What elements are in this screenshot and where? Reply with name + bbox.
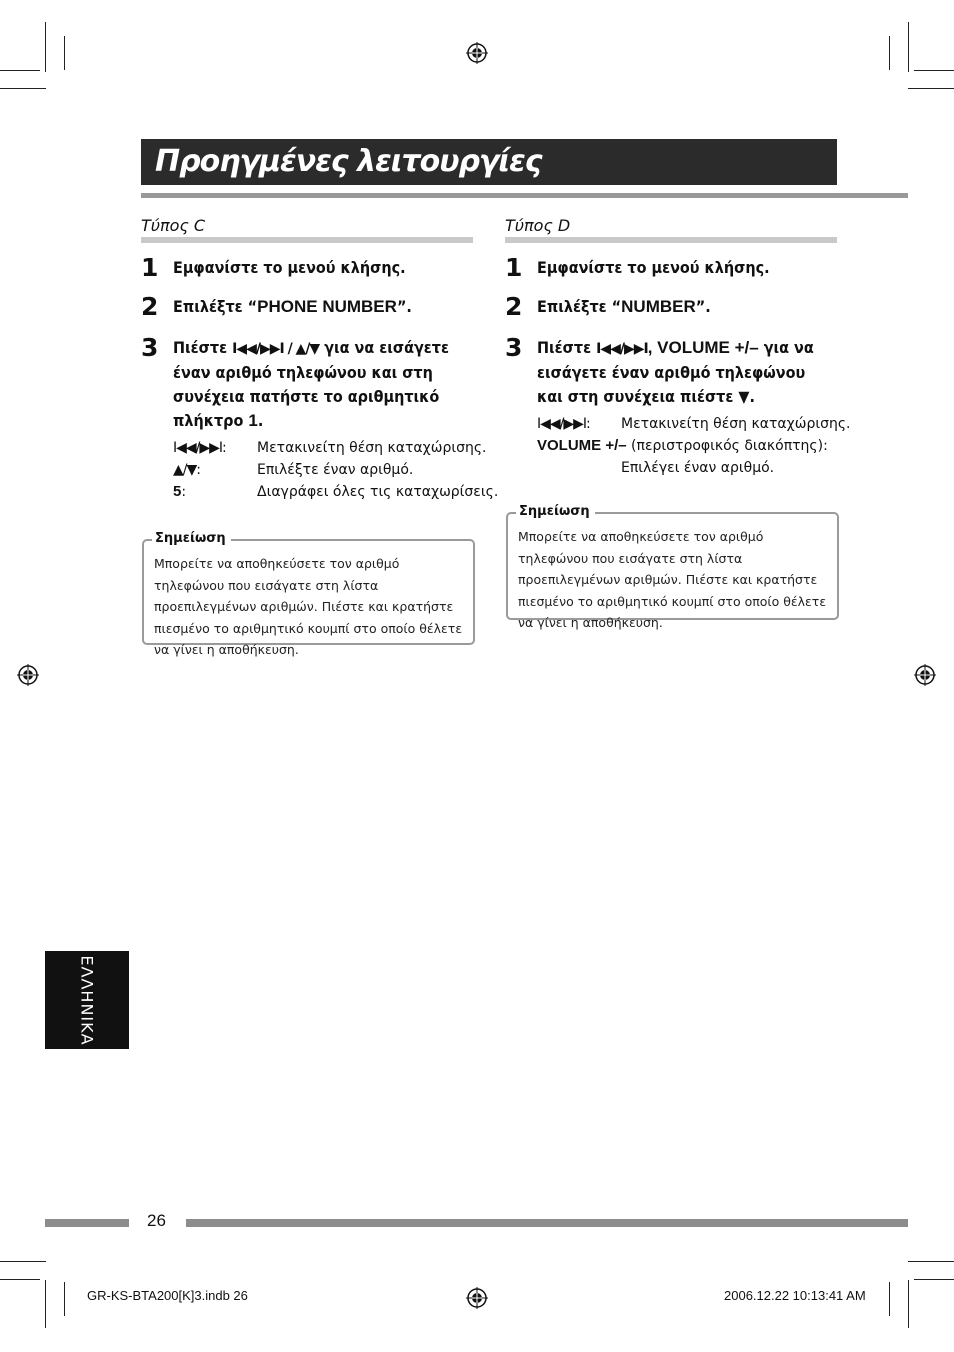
- menu-key-label: PHONE NUMBER: [257, 297, 397, 316]
- step-text: Εμφανίστε το μενού κλήσης.: [173, 258, 406, 277]
- title-rule: [141, 193, 908, 198]
- type-d-step-3: [505, 333, 827, 409]
- step-suffix: ▼.: [738, 387, 755, 406]
- step-prefix: Πιέστε: [173, 338, 233, 357]
- type-c-header: [141, 216, 473, 243]
- step-number: 1: [505, 253, 523, 282]
- step-number: 3: [141, 333, 159, 362]
- volume-key-label: , VOLUME +/–: [647, 338, 759, 357]
- up-down-buttons-icon: ▲/▼:: [173, 462, 200, 478]
- language-tab-label: ΕΛΛΗΝΙΚΑ: [77, 954, 97, 1046]
- sub-item-desc: Επιλέξτε έναν αριθμό.: [257, 462, 414, 478]
- type-d-sub-item-2-cont: [621, 457, 774, 479]
- note-title: Σημείωση: [516, 503, 595, 521]
- step-text: [173, 295, 463, 319]
- menu-key-label: NUMBER: [621, 297, 696, 316]
- type-d-sub-item-2: [537, 435, 828, 457]
- type-c-sub-item-3: [173, 481, 498, 503]
- step-text: Εμφανίστε το μενού κλήσης.: [537, 258, 770, 277]
- registration-mark-bottom-icon: [466, 1287, 488, 1309]
- registration-mark-top-icon: [466, 42, 488, 64]
- language-tab: [45, 951, 129, 1049]
- step-prefix: Πιέστε: [537, 338, 597, 357]
- footer-bar-left: [45, 1219, 129, 1227]
- step-mid: για να εισάγετε έναν αριθμό τηλεφώνου και στη συνέχεια πατήστε το αριθμητικό πλήκτρο: [173, 338, 449, 430]
- type-d-sub-item-1: [537, 413, 850, 435]
- type-c-sub-item-1: [173, 437, 486, 459]
- step-text: [173, 336, 463, 433]
- step-prefix: Επιλέξτε “: [173, 297, 258, 316]
- skip-buttons-icon: I◀◀/▶▶I:: [173, 440, 226, 456]
- step-text: [537, 295, 827, 319]
- type-d-step-2: [505, 292, 827, 321]
- type-d-note: [506, 504, 839, 630]
- key-colon: :: [181, 484, 187, 500]
- sub-item-desc: Διαγράφει όλες τις καταχωρίσεις.: [257, 484, 499, 500]
- step-suffix: .: [257, 411, 264, 430]
- number-key-label: 1: [248, 411, 258, 430]
- registration-mark-left-icon: [17, 664, 39, 686]
- step-suffix: ”.: [695, 297, 711, 316]
- sub-item-desc: Μετακινείτη θέση καταχώρισης.: [257, 440, 487, 456]
- type-c-label: Τύπος C: [141, 216, 206, 235]
- step-text: [537, 336, 827, 409]
- skip-buttons-icon: I◀◀/▶▶I: [596, 341, 648, 357]
- page-title: Προηγμένες λειτουργίες: [141, 139, 837, 185]
- step-number: 2: [141, 292, 159, 321]
- type-c-step-3: [141, 333, 463, 433]
- note-text: Μπορείτε να αποθηκεύσετε τον αριθμό τηλεφώνου που εισάγατε στη λίστα προεπιλεγμένων αριθμών. Πιέστε και κρατήστε πιεσμένο το αριθμητικό κουμπί στο οποίο θέλετε να γίνει η αποθήκευση.: [154, 556, 463, 657]
- skip-up-down-buttons-icon: I◀◀/▶▶I / ▲/▼: [232, 341, 320, 357]
- footer-bar-right: [186, 1219, 908, 1227]
- step-prefix: Επιλέξτε “: [537, 297, 622, 316]
- slug-filename: GR-KS-BTA200[K]3.indb 26: [87, 1288, 248, 1303]
- step-number: 1: [141, 253, 159, 282]
- sub-item-desc: Επιλέγει έναν αριθμό.: [621, 460, 775, 476]
- type-d-step-1: [505, 253, 827, 282]
- note-text: Μπορείτε να αποθηκεύσετε τον αριθμό τηλεφώνου που εισάγατε στη λίστα προεπιλεγμένων αριθμών. Πιέστε και κρατήστε πιεσμένο το αριθμητικό κουμπί στο οποίο θέλετε να γίνει η αποθήκευση.: [518, 529, 827, 630]
- type-c-note: [142, 531, 475, 657]
- volume-key-label: VOLUME +/–: [537, 437, 627, 454]
- type-c-step-2: [141, 292, 463, 321]
- slug-timestamp: 2006.12.22 10:13:41 AM: [724, 1288, 866, 1303]
- step-number: 3: [505, 333, 523, 362]
- type-d-header: [505, 216, 837, 243]
- page-number: 26: [147, 1211, 166, 1230]
- skip-buttons-icon: I◀◀/▶▶I:: [537, 416, 590, 432]
- number-key-5: 5: [173, 483, 182, 500]
- registration-mark-right-icon: [914, 664, 936, 686]
- step-suffix: ”.: [396, 297, 412, 316]
- type-c-step-1: [141, 253, 463, 282]
- sub-item-key: [173, 481, 257, 503]
- sub-item-desc: (περιστροφικός διακόπτης):: [626, 438, 828, 454]
- type-d-rule: [505, 237, 837, 243]
- step-number: 2: [505, 292, 523, 321]
- type-c-rule: [141, 237, 473, 243]
- type-c-sub-item-2: [173, 459, 413, 481]
- note-title: Σημείωση: [152, 530, 231, 548]
- sub-item-desc: Μετακινείτη θέση καταχώρισης.: [621, 416, 851, 432]
- type-d-label: Τύπος D: [505, 216, 571, 235]
- step-mid: για να εισάγετε έναν αριθμό τηλεφώνου και στη συνέχεια πιέστε: [537, 338, 814, 406]
